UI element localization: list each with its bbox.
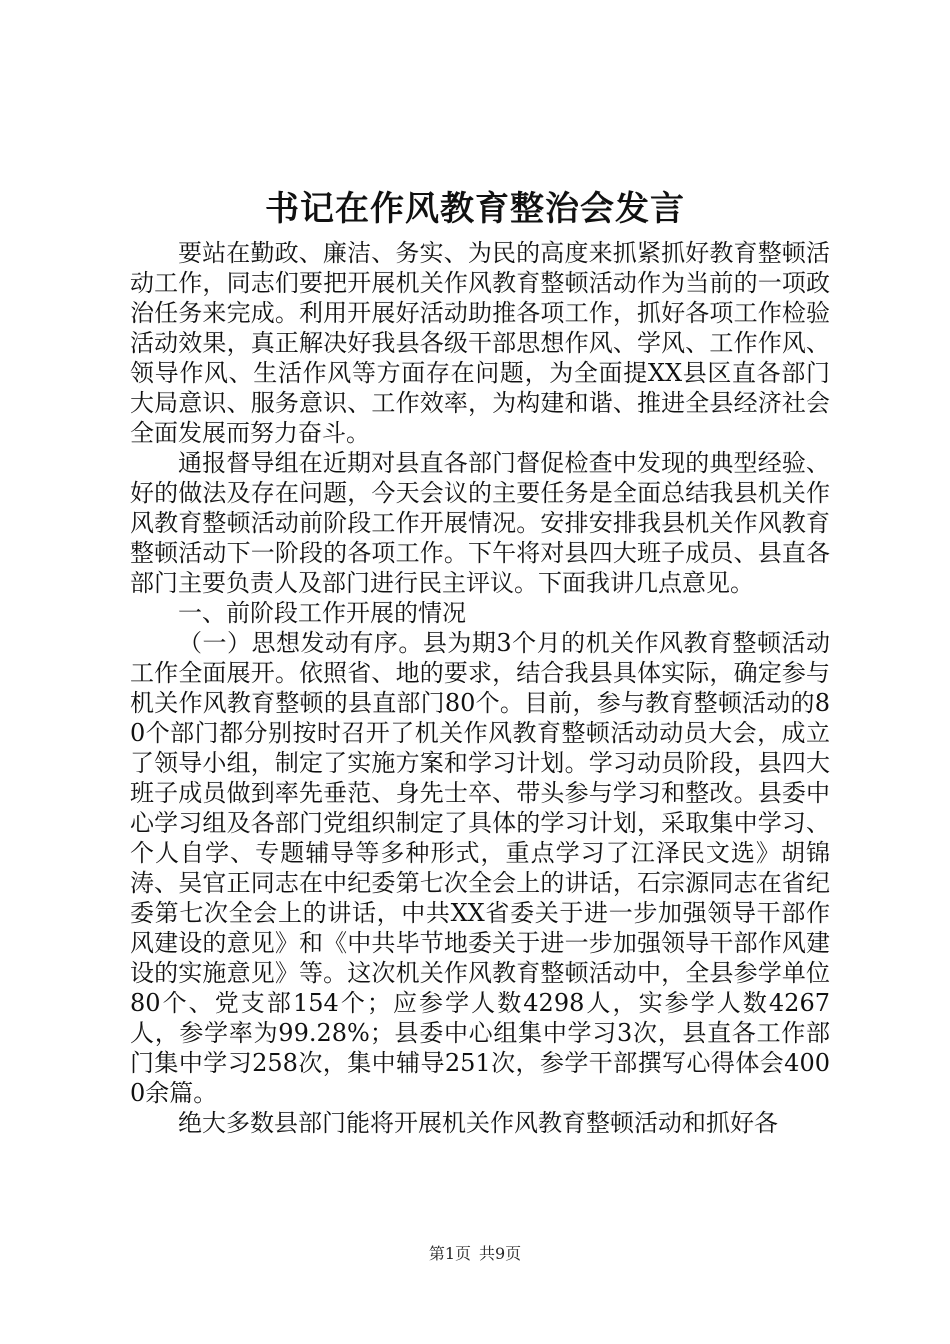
page-footer bbox=[0, 1244, 950, 1264]
document-title: 书记在作风教育整治会发言 bbox=[265, 189, 685, 229]
document-body bbox=[130, 238, 830, 1138]
paragraph-4: 绝大多数县部门能将开展机关作风教育整顿活动和抓好各 bbox=[178, 1109, 778, 1137]
paragraph-2: 通报督导组在近期对县直各部门督促检查中发现的典型经验、好的做法及存在问题，今天会议的主要任务是全面总结我县机关作风教育整顿活动前阶段工作开展情况。安排安排我县机关作风教育整顿活动下一阶段的各项工作。下午将对县四大班子成员、县直各部门主要负责人及部门进行民主评议。下面我讲几点意见。 bbox=[130, 449, 830, 597]
page-total: 共9页 bbox=[479, 1244, 522, 1263]
paragraph-3: （一）思想发动有序。县为期3个月的机关作风教育整顿活动工作全面展开。依照省、地的要求，结合我县具体实际，确定参与机关作风教育整顿的县直部门80个。目前，参与教育整顿活动的80个部门都分别按时召开了机关作风教育整顿活动动员大会，成立了领导小组，制定了实施方案和学习计划。学习动员阶段，县四大班子成员做到率先垂范、身先士卒、带头参与学习和整改。县委中心学习组及各部门党组织制定了具体的学习计划，采取集中学习、个人自学、专题辅导等多种形式，重点学习了江泽民文选》胡锦涛、吴官正同志在中纪委第七次全会上的讲话，石宗源同志在省纪委第七次全会上的讲话，中共XX省委关于进一步加强领导干部作风建设的意见》和《中共毕节地委关于进一步加强领导干部作风建设的实施意见》等。这次机关作风教育整顿活动中，全县参学单位80个、党支部154个；应参学人数4298人，实参学人数4267人，参学率为99.28%；县委中心组集中学习3次，县直各工作部门集中学习258次，集中辅导251次，参学干部撰写心得体会4000余篇。 bbox=[130, 629, 830, 1107]
paragraph-1: 要站在勤政、廉洁、务实、为民的高度来抓紧抓好教育整顿活动工作，同志们要把开展机关作风教育整顿活动作为当前的一项政治任务来完成。利用开展好活动助推各项工作，抓好各项工作检验活动效果，真正解决好我县各级干部思想作风、学风、工作作风、领导作风、生活作风等方面存在问题，为全面提XX县区直各部门大局意识、服务意识、工作效率，为构建和谐、推进全县经济社会全面发展而努力奋斗。 bbox=[130, 239, 830, 447]
page-number: 第1页 bbox=[428, 1244, 471, 1263]
section-heading: 一、前阶段工作开展的情况 bbox=[178, 599, 466, 627]
